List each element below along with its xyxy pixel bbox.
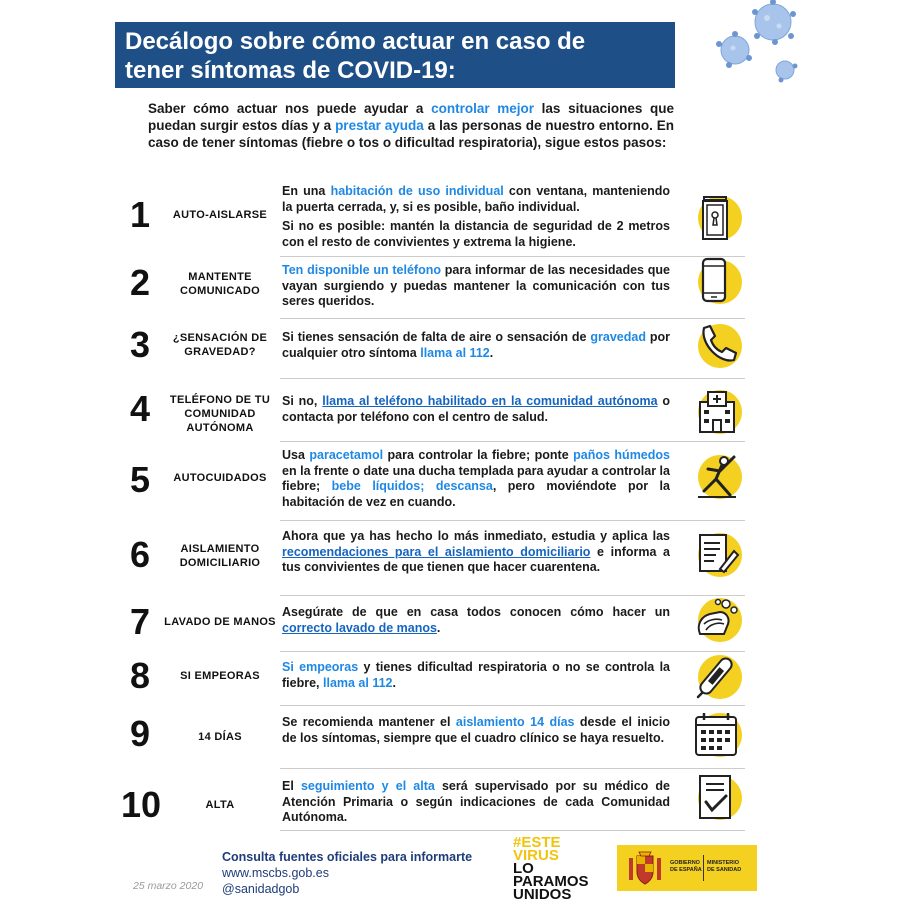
thermometer-icon <box>690 651 742 703</box>
step-label: AUTO-AISLARSE <box>172 209 268 221</box>
step-label: ALTA <box>205 799 235 811</box>
stretching-person-icon <box>690 451 742 503</box>
step-description: Ahora que ya has hecho lo más inmediato, estudia y aplica las recomendaciones para el aislamiento domiciliario e informa a tus convivientes de que tienen que hacer cuarentena. <box>282 529 670 574</box>
step-number: 4 <box>129 388 151 429</box>
divider <box>280 768 745 769</box>
divider <box>280 830 745 831</box>
step-label: 14 DÍAS <box>198 731 242 743</box>
step-description: Usa paracetamol para controlar la fiebre; ponte paños húmedos en la frente o date una ducha templada para ayudar a controlar la fiebre; bebe líquidos; descansa, pero moviéndote por la habitación de vez en cuando. <box>282 448 670 509</box>
door-icon <box>690 192 742 244</box>
step-number: 9 <box>129 713 151 754</box>
publication-date: 25 marzo 2020 <box>133 880 204 892</box>
intro-paragraph: Saber cómo actuar nos puede ayudar a controlar mejor las situaciones que puedan surgir estos días y a prestar ayuda a las personas de nuestro entorno. En caso de tener síntomas (fiebre o tos o dificultad respiratoria), sigue estos pasos: <box>148 101 675 150</box>
divider <box>280 256 745 257</box>
footer-handle[interactable]: @sanidadgob <box>222 882 300 896</box>
divider <box>280 378 745 379</box>
divider <box>280 651 745 652</box>
step-description: Asegúrate de que en casa todos conocen cómo hacer un correcto lavado de manos. <box>282 605 670 635</box>
step-number: 7 <box>129 601 151 642</box>
step-number: 8 <box>129 655 151 696</box>
government-label: GOBIERNO DE ESPAÑA <box>670 860 702 873</box>
title-line-1: Decálogo sobre cómo actuar en caso de <box>125 28 586 55</box>
calendar-icon <box>690 709 742 761</box>
step-description: Si empeoras y tienes dificultad respiratoria o no se controla la fiebre, llama al 112. <box>282 660 670 690</box>
footer-info <box>222 849 472 897</box>
divider <box>280 441 745 442</box>
step-label: AISLAMIENTO DOMICILIARIO <box>179 543 261 569</box>
hand-washing-icon <box>690 594 742 646</box>
regional-phone-link[interactable]: llama al teléfono habilitado en la comunidad autónoma <box>322 394 658 408</box>
virus-illustration-icon <box>705 0 805 90</box>
step-description: En una habitación de uso individual con ventana, manteniendo la puerta cerrada, y, si es posible, baño individual. Si no es posible: mantén la distancia de seguridad de 2 metros con el resto de convivientes y extrema la higiene. <box>282 184 670 249</box>
mobile-phone-icon <box>690 256 742 308</box>
step-label: SI EMPEORAS <box>180 670 260 682</box>
step-description: Se recomienda mantener el aislamiento 14 días desde el inicio de los síntomas, siempre que el cuadro clínico se haya resuelto. <box>282 715 670 745</box>
document-pen-icon <box>690 529 742 581</box>
page-title <box>115 22 675 88</box>
ministry-label: MINISTERIO DE SANIDAD <box>707 860 742 873</box>
step-label: ¿SENSACIÓN DE GRAVEDAD? <box>172 332 268 358</box>
divider <box>280 705 745 706</box>
step-description: Ten disponible un teléfono para informar de las necesidades que vayan surgiendo y puedas mantener la comunicación con tus seres queridos. <box>282 263 670 308</box>
step-number: 1 <box>129 194 151 235</box>
footer-url[interactable]: www.mscbs.gob.es <box>222 866 329 880</box>
logo-separator <box>703 855 704 881</box>
step-number: 2 <box>129 262 151 303</box>
step-description: El seguimiento y el alta será supervisado por su médico de Atención Primaria o según indicaciones de cada Comunidad Autónoma. <box>282 779 670 824</box>
step-description: Si no, llama al teléfono habilitado en la comunidad autónoma o contacta por teléfono con el centro de salud. <box>282 394 671 424</box>
handwashing-link[interactable]: correcto lavado de manos <box>282 620 437 635</box>
step-label: TELÉFONO DE TU COMUNIDAD AUTÓNOMA <box>169 394 271 434</box>
slogan-logo: #ESTE VIRUS LO PARAMOS UNIDOS <box>513 834 589 903</box>
step-description: Si tienes sensación de falta de aire o sensación de gravedad por cualquier otro síntoma llama al 112. <box>282 330 671 360</box>
step-label: MANTENTE COMUNICADO <box>180 271 260 297</box>
step-number: 6 <box>129 534 151 575</box>
checklist-icon <box>690 772 742 824</box>
coat-of-arms-icon <box>625 848 665 888</box>
divider <box>280 595 745 596</box>
footer-consult: Consulta fuentes oficiales para informarte <box>222 850 473 864</box>
hospital-icon <box>690 386 742 438</box>
divider <box>280 520 745 521</box>
phone-handset-icon <box>690 320 742 372</box>
step-number: 5 <box>129 459 151 500</box>
step-label: AUTOCUIDADOS <box>173 472 267 484</box>
home-isolation-recommendations-link[interactable]: recomendaciones para el aislamiento domiciliario <box>282 544 591 559</box>
title-line-2: tener síntomas de COVID-19: <box>125 57 456 84</box>
government-logo <box>617 845 757 891</box>
step-number: 3 <box>129 324 151 365</box>
step-label: LAVADO DE MANOS <box>164 616 276 628</box>
step-number: 10 <box>120 784 162 825</box>
divider <box>280 318 745 319</box>
